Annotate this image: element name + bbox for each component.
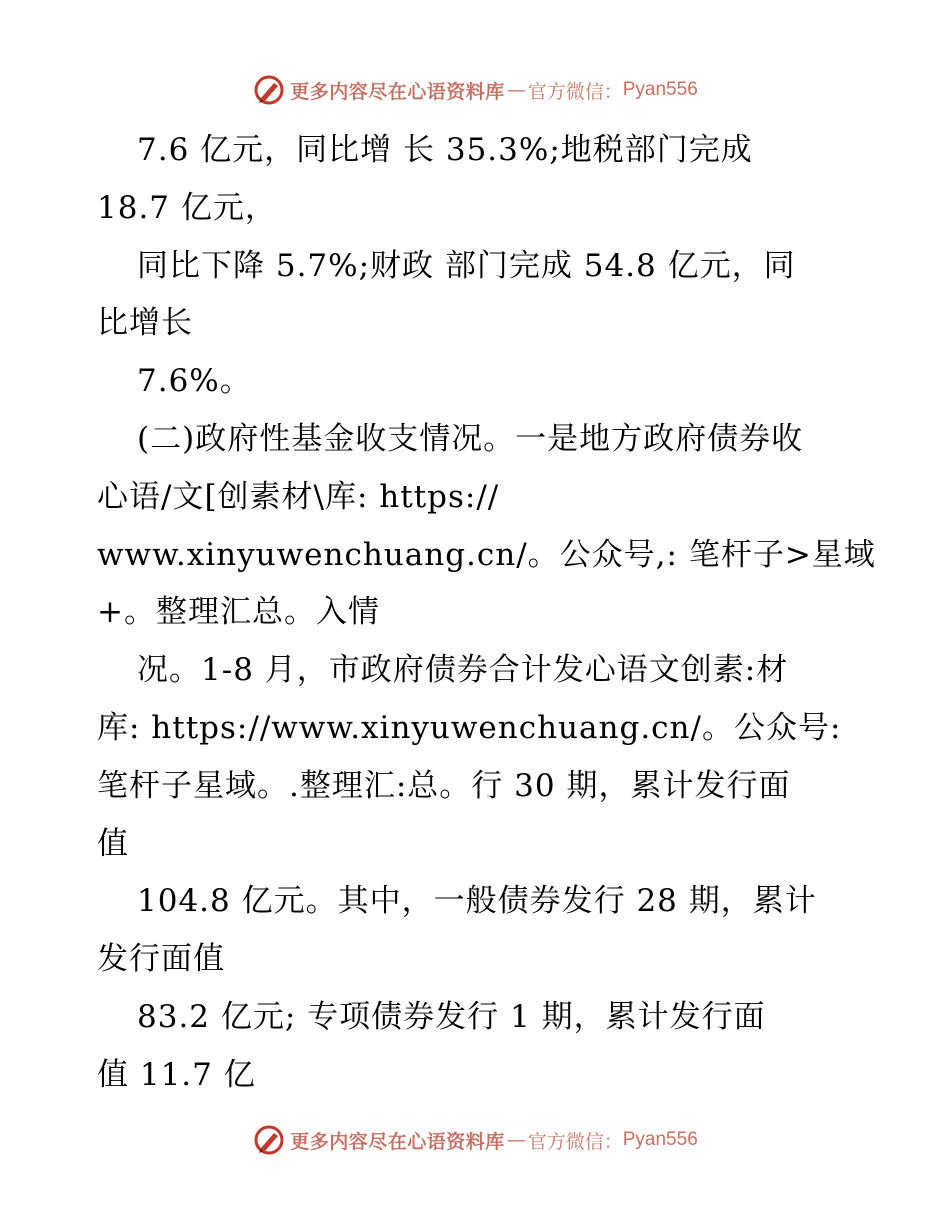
body-line: 笔杆子星域。.整理汇:总。行 30 期，累计发行面 — [97, 767, 791, 804]
body-line: 心语/文[创素材\库: https:// — [97, 478, 500, 515]
watermark-banner-top — [0, 70, 950, 110]
body-line: 同比下降 5.7%;财政 部门完成 54.8 亿元，同 — [137, 247, 796, 284]
body-line: 104.8 亿元。其中，一般债券发行 28 期，累计 — [137, 883, 817, 920]
watermark-main-text: 更多内容尽在心语资料库 — [290, 1130, 505, 1153]
watermark-wechat-label: 官方微信： — [527, 80, 623, 103]
watermark-wechat-id: Pyan556 — [622, 79, 698, 100]
body-line: 83.2 亿元; 专项债券发行 1 期，累计发行面 — [137, 998, 766, 1035]
watermark-wechat-id: Pyan556 — [622, 1129, 698, 1150]
watermark-banner-bottom — [0, 1120, 950, 1160]
body-line: 比增长 — [97, 305, 193, 342]
pen-logo-icon — [252, 1123, 286, 1157]
pen-logo-icon — [252, 73, 286, 107]
body-line: www.xinyuwenchuang.cn/。公众号,: 笔杆子>星域 — [97, 536, 876, 573]
body-line: 值 — [97, 825, 129, 862]
watermark-wechat-label: 官方微信： — [527, 1130, 623, 1153]
watermark-main-text: 更多内容尽在心语资料库 — [290, 80, 505, 103]
body-line: (二)政府性基金收支情况。一是地方政府债券收 — [137, 420, 804, 457]
body-line: 7.6%。 — [137, 363, 252, 400]
body-line: 况。1-8 月，市政府债券合计发心语文创素:材 — [137, 652, 789, 689]
body-line: 值 11.7 亿 — [97, 1056, 256, 1093]
body-line: 发行面值 — [97, 941, 225, 978]
watermark-separator: — — [506, 1129, 526, 1151]
watermark-separator: — — [506, 79, 526, 101]
body-line: 18.7 亿元， — [97, 189, 277, 226]
body-line: +。整理汇总。入情 — [97, 594, 380, 631]
document-body — [97, 122, 876, 1105]
body-line: 库: https://www.xinyuwenchuang.cn/。公众号: — [97, 709, 842, 746]
body-line: 7.6 亿元，同比增 长 35.3%;地税部门完成 — [137, 132, 753, 168]
